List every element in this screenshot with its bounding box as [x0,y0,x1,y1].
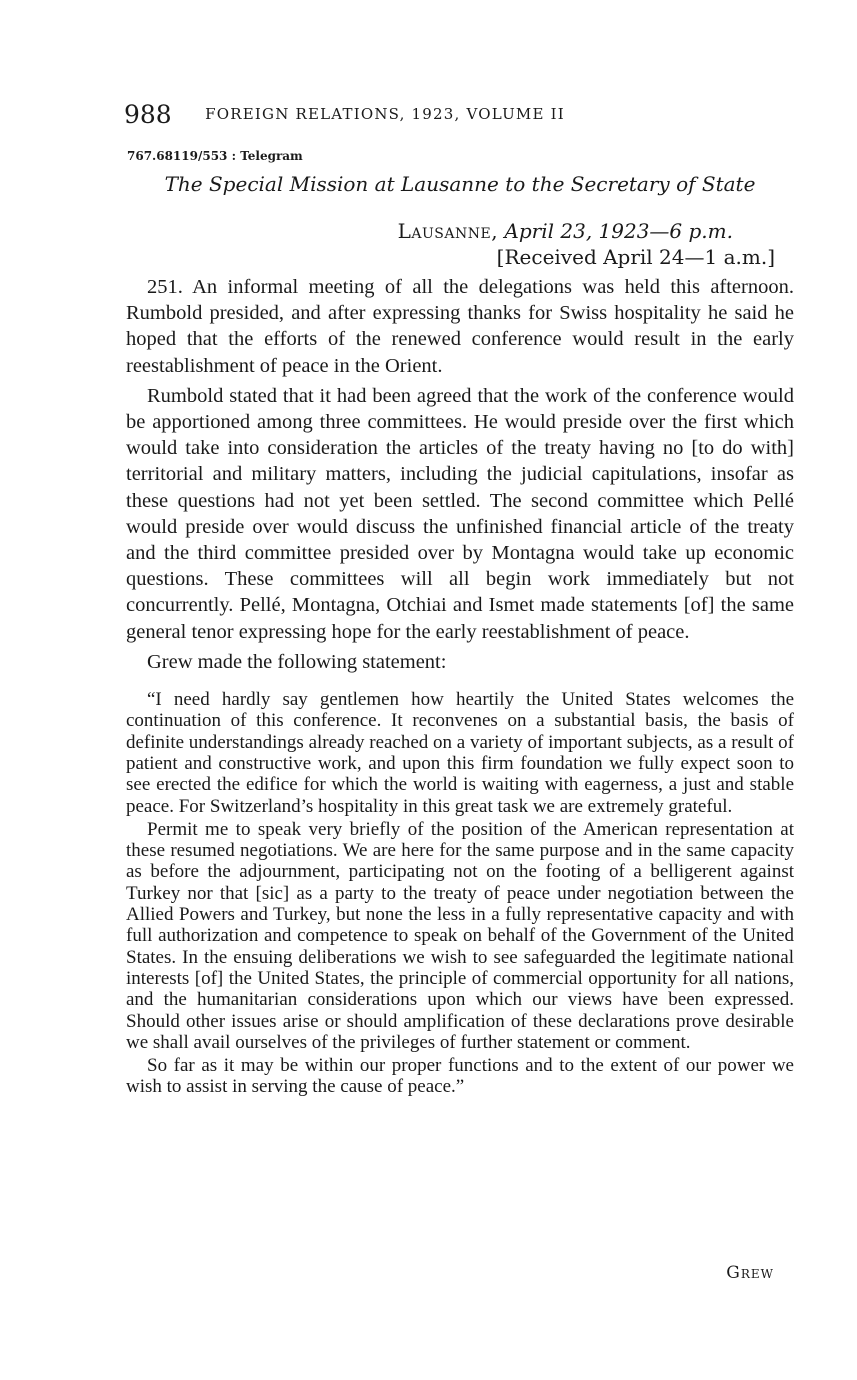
quote-paragraph: Permit me to speak very briefly of the position of the American representation at these resumed negotiations. We are here for the same purpose and in the same capacity as before the adjournment, participating not on the footing of a belligerent against Turkey nor that [sic] as a party to the treaty of peace under negotiation between the Allied Powers and Turkey, but none the less in a fully representative capacity and with full authorization and competence to speak on behalf of the Government of the United States. In the ensuing deliberations we wish to see safeguarded the legitimate national interests [of] the United States, the principle of commercial opportunity for all nations, and the humanitarian considerations upon which our views have been expressed. Should other issues arise or should amplification of these declarations prove desirable we shall avail ourselves of the privileges of further statement or comment. [126,818,794,1053]
paragraph: Rumbold stated that it had been agreed that the work of the conference would be apportioned among three committees. He would preside over the first which would take into consideration the articles of the treaty having no [to do with] territorial and military matters, including the judicial capitulations, insofar as these questions had not yet been settled. The second committee which Pellé would preside over would discuss the unfinished financial article of the treaty and the third committee presided over by Montagna would take up economic questions. These committees will all begin work immediately but not concurrently. Pellé, Montagna, Otchiai and Ismet made statements [of] the same general tenor expressing hope for the early reestablishment of peace. [126,384,794,643]
file-reference: 767.68119/553 : Telegram [127,149,303,163]
document-body [126,274,794,1100]
dateline [398,219,733,243]
page-number: 988 [124,100,172,129]
paragraph: 251. An informal meeting of all the delegations was held this afternoon. Rumbold presided, and after expressing thanks for Swiss hospitality he said he hoped that the efforts of the renewed conference would result in the early reestablishment of peace in the Orient. [126,276,794,377]
received-note: [Received April 24—1 a.m.] [496,245,775,269]
running-head: FOREIGN RELATIONS, 1923, VOLUME II [205,105,565,123]
dateline-place: Lausanne, [397,219,499,243]
quote-paragraph: So far as it may be within our proper functions and to the extent of our power we wish to assist in serving the cause of peace.” [126,1055,794,1098]
statement-quote [126,689,794,1098]
page-header [124,100,796,130]
paragraph: Grew made the following statement: [147,650,447,673]
quote-paragraph: “I need hardly say gentlemen how heartily the United States welcomes the continuation of this conference. It reconvenes on a substantial basis, the basis of definite understandings already reached on a variety of important subjects, as a result of patient and constructive work, and upon this firm foundation we fully expect soon to see erected the edifice for which the world is waiting with eagerness, a just and stable peace. For Switzerland’s hospitality in this great task we are extremely grateful. [126,689,794,817]
dateline-date: April 23, 1923—6 p.m. [504,219,733,243]
signature: Grew [726,1263,774,1283]
document-title: The Special Mission at Lausanne to the Secretary of State [164,172,756,196]
